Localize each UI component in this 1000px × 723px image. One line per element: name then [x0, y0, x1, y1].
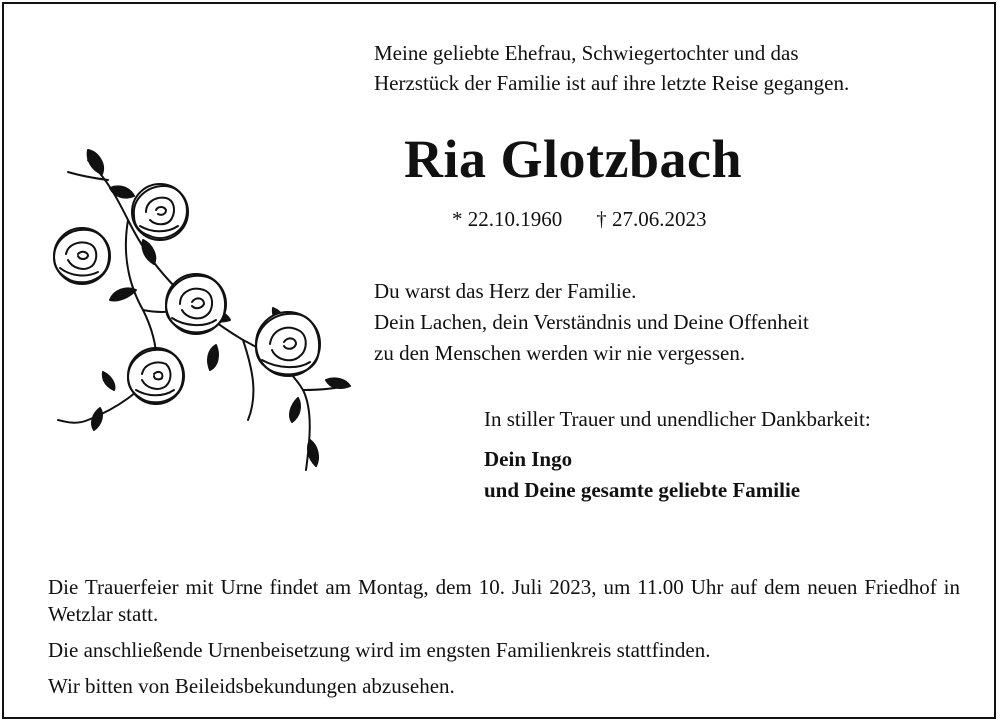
- tribute-line-2: Dein Lachen, dein Verständnis und Deine Offenheit: [374, 310, 809, 334]
- signers: [484, 444, 800, 506]
- deceased-name: Ria Glotzbach: [404, 129, 742, 189]
- obituary-notice: [2, 2, 996, 719]
- signer-line-2: und Deine gesamte geliebte Familie: [484, 478, 801, 502]
- birth-date: * 22.10.1960: [452, 207, 563, 231]
- closing-line: In stiller Trauer und unendlicher Dankbarkeit:: [484, 407, 871, 431]
- intro-line-2: Herzstück der Familie ist auf ihre letzte Reise gegangen.: [374, 71, 850, 95]
- death-date: † 27.06.2023: [596, 207, 707, 231]
- service-paragraph-3: Wir bitten von Beileidsbekundungen abzusehen.: [48, 674, 455, 698]
- service-info: [48, 574, 960, 709]
- signer-line-1: Dein Ingo: [484, 447, 573, 471]
- tribute-line-3: zu den Menschen werden wir nie vergessen.: [374, 341, 746, 365]
- tribute-text: [374, 276, 809, 369]
- service-paragraph-1: Die Trauerfeier mit Urne findet am Montag, dem 10. Juli 2023, um 11.00 Uhr auf dem neuen Friedhof in Wetzlar statt.: [48, 575, 960, 626]
- intro-text: [374, 38, 849, 98]
- service-paragraph-2: Die anschließende Urnenbeisetzung wird im engsten Familienkreis stattfinden.: [48, 638, 711, 662]
- intro-line-1: Meine geliebte Ehefrau, Schwiegertochter und das: [374, 41, 799, 65]
- tribute-line-1: Du warst das Herz der Familie.: [374, 279, 637, 303]
- life-dates: [452, 207, 707, 232]
- roses-illustration-icon: [48, 140, 353, 480]
